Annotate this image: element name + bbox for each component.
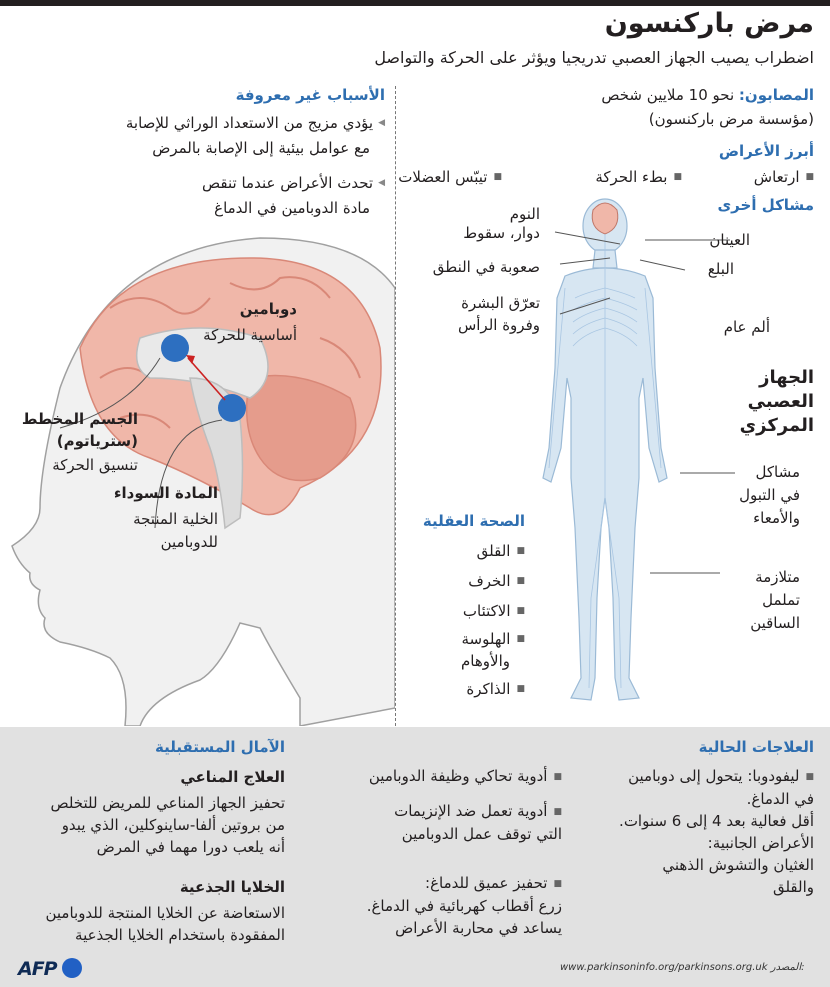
top-bar [0,0,830,6]
restless-legs-label [750,566,800,635]
cns-line-2: العصبي [747,391,814,412]
patients-line [601,84,814,107]
source-label: المصدر: [770,962,805,973]
enzyme-drugs-block [394,800,562,845]
source-line [560,962,804,973]
page-title: مرض باركنسون [604,8,814,39]
dizziness-label: دوار، سقوط [463,224,540,242]
striatum-line-2: (ستریاتوم) [56,432,138,450]
afp-logo: AFP [18,958,57,980]
treatments-heading: العلاجات الحالية [698,738,814,756]
cause-item-1-line-1: ◀ يؤدي مزيج من الاستعداد الوراثي للإصابة [126,112,385,135]
substantia-desc-1: الخلية المنتجة [133,510,218,528]
cns-line-3: المركزي [739,415,814,436]
mental-dementia: ■ الخرف [468,570,525,593]
column-divider [395,86,396,726]
dopamine-marker-icon [161,334,189,362]
dopamine-label: دوبامين [239,300,297,318]
mental-anxiety: ■ القلق [477,540,525,563]
levodopa-line-6: والقلق [772,877,814,896]
cause-item-2-line-2: مادة الدوبامين في الدماغ [214,199,370,217]
levodopa-line-3: أقل فعالية بعد 4 إلى 6 سنوات. [619,811,814,830]
striatum-label [18,408,138,452]
head-brain-illustration [0,228,395,726]
immuno-line-2: من بروتين ألفا-ساينوكلين، الذي يبدو [61,816,285,834]
substantia-desc-2: للدوبامين [160,533,218,551]
striatum-line-1: الجسم المخطط [21,410,138,428]
page-subtitle: اضطراب يصيب الجهاز العصبي تدريجيا ويؤثر على الحركة والتواصل [374,48,814,67]
eyes-label: العينان [709,231,750,249]
symptom-stiffness: ■ تيبّس العضلات [398,166,502,189]
striatum-desc: تنسيق الحركة [52,456,138,474]
stem-cells-block [45,902,285,946]
levodopa-line-1: ■ ليفودوبا: يتحول إلى دوبامين [584,765,814,788]
levodopa-block [584,765,814,898]
source-url: www.parkinsoninfo.org/parkinsons.org.uk [560,962,768,973]
patients-source: (مؤسسة مرض باركنسون) [648,110,814,128]
immuno-line-3: أنه يلعب دورا مهما في المرض [96,838,285,856]
cause-item-2-line-1: ◀ تحدث الأعراض عندما تنقص [202,172,385,195]
substantia-label: المادة السوداء [113,484,218,502]
restless-legs-line-2: تململ [762,591,800,609]
patients-value: نحو 10 ملايين شخص [601,86,735,104]
dbs-line-3: يساعد في محاربة الأعراض [395,918,562,937]
stem-line-1: الاستعاضة عن الخلايا المنتجة للدوبامين [45,904,285,922]
symptom-tremor: ■ ارتعاش [754,166,814,189]
dbs-block [367,872,562,939]
mental-health-heading: الصحة العقلية [422,512,525,530]
sweat-label-1: تعرّق البشرة [461,294,540,312]
cns-line-1: الجهاز [759,367,814,388]
swallow-label: البلع [707,260,734,278]
mental-hallucination: ■ الهلوسة [462,628,526,651]
cns-label [740,366,814,438]
cause-item-1-line-2: مع عوامل بيئية إلى الإصابة بالمرض [152,139,370,157]
levodopa-line-4: الأعراض الجانبية: [707,833,814,852]
future-heading: الآمال المستقبلية [155,738,285,756]
sleep-label: النوم [509,205,540,223]
immunotherapy-title: العلاج المناعي [180,768,285,786]
afp-logo-dot-icon [62,958,82,978]
sweat-label-2: وفروة الرأس [457,316,540,334]
stem-cells-title: الخلايا الجذعية [179,878,285,896]
speech-label: صعوبة في النطق [432,258,540,276]
immuno-line-1: تحفيز الجهاز المناعي للمريض للتخلص [50,794,285,812]
levodopa-line-2: في الدماغ. [746,789,814,808]
stem-line-2: المفقودة باستخدام الخلايا الجذعية [75,926,285,944]
mimic-drugs: ■ أدوية تحاكي وظيفة الدوبامين [369,765,562,788]
patients-label: المصابون: [738,86,814,104]
substantia-marker-icon [218,394,246,422]
dopamine-desc: أساسية للحركة [203,326,297,344]
causes-heading: الأسباب غير معروفة [235,86,385,104]
enzyme-line-1: ■ أدوية تعمل ضد الإنزيمات [394,800,562,823]
other-problems-heading: مشاكل أخرى [717,196,814,214]
general-pain-label: ألم عام [723,318,770,336]
restless-legs-line-1: متلازمة [755,568,800,586]
dbs-line-2: زرع أقطاب كهربائية في الدماغ. [366,896,562,915]
bladder-line-1: مشاكل [755,463,800,481]
bladder-line-3: والأمعاء [753,509,800,527]
bladder-line-2: في التبول [739,486,800,504]
mental-delusions: والأوهام [461,652,510,670]
bladder-label [739,461,800,530]
mental-depression: ■ الاكتئاب [463,600,525,623]
dbs-line-1: ■ تحفيز عميق للدماغ: [367,872,562,895]
restless-legs-line-3: الساقين [750,614,800,632]
mental-memory: ■ الذاكرة [466,678,525,701]
immunotherapy-block [50,792,285,858]
enzyme-line-2: التي توقف عمل الدوبامين [401,824,562,843]
levodopa-line-5: الغثيان والتشوش الذهني [662,855,814,874]
symptoms-heading: أبرز الأعراض [718,142,814,160]
symptom-slowness: ■ بطء الحركة [595,166,682,189]
